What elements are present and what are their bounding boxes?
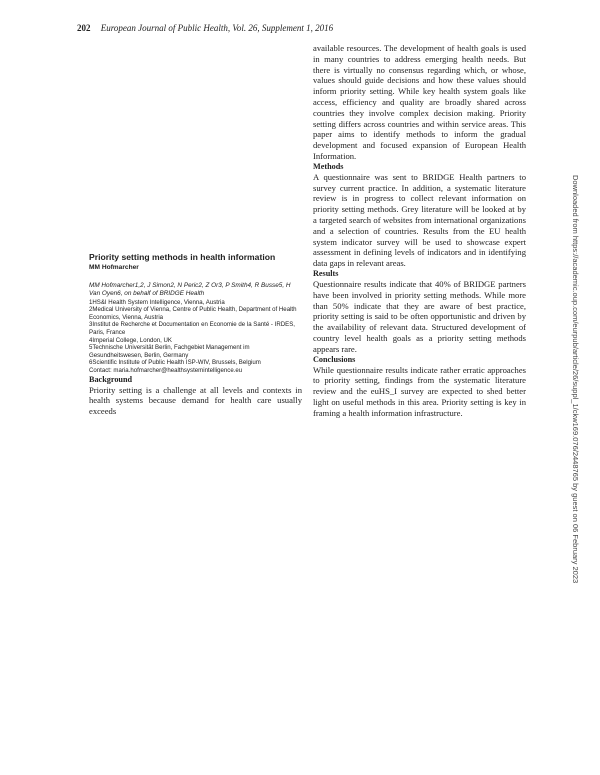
conclusions-heading: Conclusions	[313, 354, 356, 364]
download-watermark: Downloaded from https://academic.oup.com/eurpub/article/26/suppl_1/ckw169.076/2448765 by guest on 06 February 2023	[571, 175, 580, 584]
background-heading: Background	[89, 374, 133, 384]
background-text: Priority setting is a challenge at all levels and contexts in health systems because demand for health care usually exceeds	[89, 384, 302, 417]
affiliation: 3Institut de Recherche et Documentation en Economie de la Santé - IRDES, Paris, France	[89, 321, 295, 336]
results-heading: Results	[313, 268, 339, 278]
affiliation: 2Medical University of Vienna, Centre of Public Health, Department of Health Economics, Vienna, Austria	[89, 306, 297, 321]
right-column	[313, 43, 526, 419]
author-list: MM Hofmarcher1,2, J Simon2, N Peric2, Z Or3, P Smith4, R Busse5, H Van Oyen6, on behalf of BRIDGE Health	[89, 281, 291, 298]
affiliation: 5Technische Universität Berlin, Fachgebiet Management im Gesundheitswesen, Berlin, Germany	[89, 344, 250, 359]
methods-text: A questionnaire was sent to BRIDGE Health partners to survey current practice. In addition, a systematic literature review is in progress to collect relevant information on priority setting methods. Grey literature will be looked at by a targeted search of websites from international organizations and a selection of countries. Results from the EU health system indicator survey will be used to showcase expert assessment in defining levels of indicators and in identifying data gaps in relevant areas.	[313, 171, 526, 269]
affiliation-list	[89, 299, 302, 367]
affiliation: 6Scientific Institute of Public Health ISP-WIV, Brussels, Belgium	[89, 359, 261, 367]
contact-email: Contact: maria.hofmarcher@healthsystemintelligence.eu	[89, 366, 243, 374]
page-number: 202	[77, 23, 91, 33]
left-column	[89, 252, 302, 417]
conclusions-text: While questionnaire results indicate rather erratic approaches to priority setting, findings from the systematic literature review and the euHS_I survey are expected to shed better light on useful methods in this area. Priority setting is key in framing a health information infrastructure.	[313, 364, 526, 418]
running-head	[77, 23, 333, 33]
background-text-continued: available resources. The development of health goals is used in many countries to address emerging health needs. But there is virtually no consensus regarding which, or whose, values should guide decisions and how these values should inform priority setting. While key health system goals like access, efficiency and quality are broadly shared across countries they involve complex decision making. Priority setting differs across countries and within service areas. This paper aims to identify methods to inform the gradual development and focused expansion of European Health Information.	[313, 43, 526, 161]
affiliation: 4Imperial College, London, UK	[89, 336, 172, 344]
journal-citation: European Journal of Public Health, Vol. 26, Supplement 1, 2016	[100, 23, 334, 33]
abstract-title: Priority setting methods in health information	[89, 252, 276, 262]
results-text: Questionnaire results indicate that 40% of BRIDGE partners have been involved in priority setting methods. While more than 50% indicate that they are aware of best practice, priority setting is said to be often opportunistic and driven by the availability of relevant data. Structured development of country level health goals as a priority setting methods appears rare.	[313, 278, 526, 354]
methods-heading: Methods	[313, 161, 344, 171]
affiliation: 1HS&I Health System Intelligence, Vienna, Austria	[89, 298, 225, 306]
presenter-name: MM Hofmarcher	[89, 264, 139, 271]
